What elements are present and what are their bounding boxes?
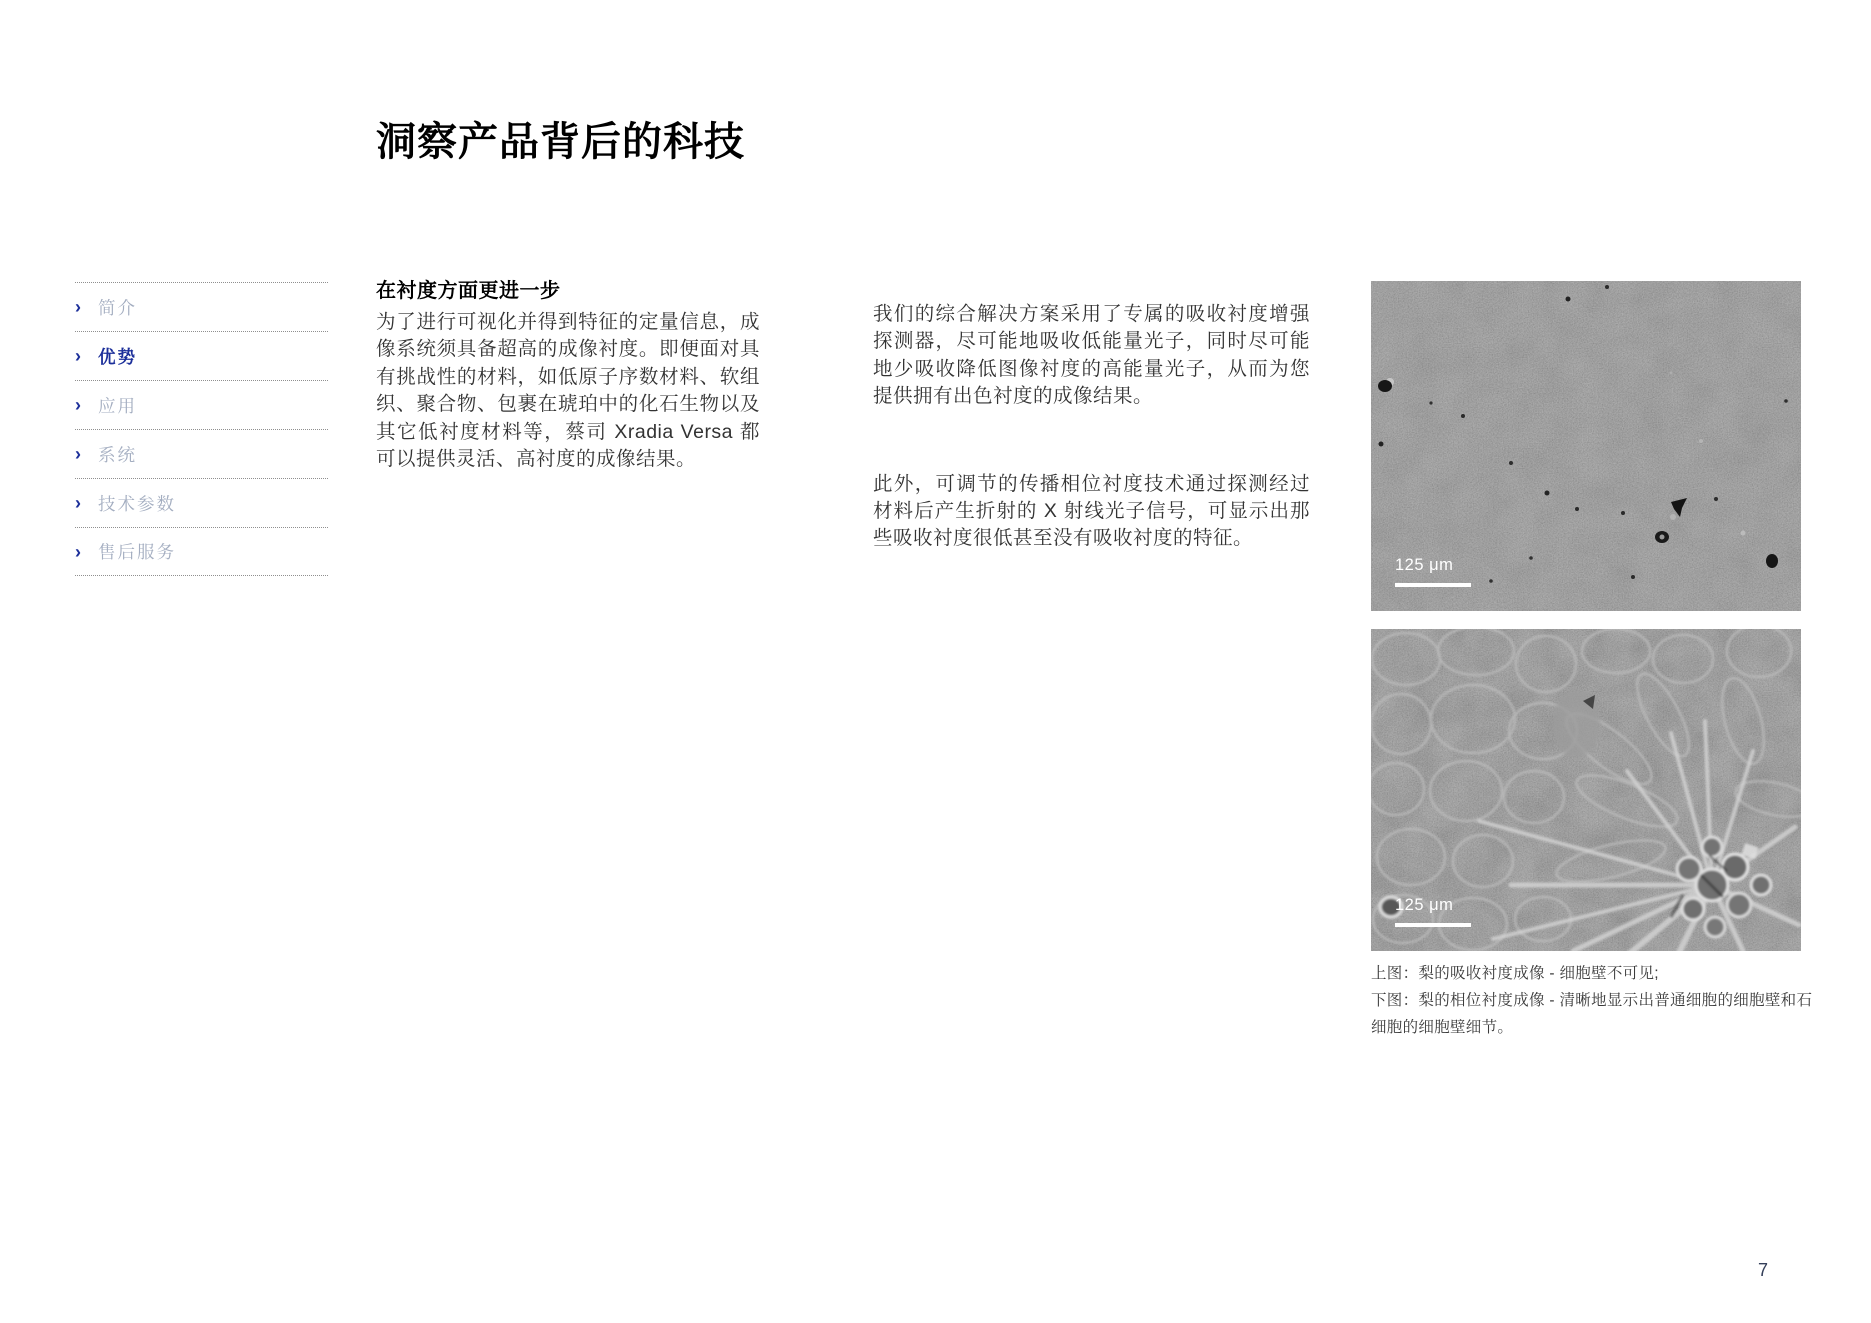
page-number: 7 — [1758, 1260, 1769, 1280]
sidebar-item-advantages[interactable]: › 优势 — [75, 331, 328, 380]
scale-bar-line — [1395, 923, 1471, 927]
scale-bar-line — [1395, 583, 1471, 587]
sidebar-item-applications[interactable]: › 应用 — [75, 380, 328, 429]
chevron-right-icon: › — [75, 541, 81, 562]
text-column-2 — [873, 301, 1310, 553]
caption-line-bottom: 下图：梨的相位衬度成像 - 清晰地显示出普通细胞的细胞壁和石细胞的细胞壁细节。 — [1371, 992, 1813, 1036]
sidebar-item-system[interactable]: › 系统 — [75, 429, 328, 478]
text-column-1 — [376, 276, 760, 473]
sidebar-item-intro[interactable]: › 简介 — [75, 282, 328, 331]
sidebar-nav — [75, 282, 328, 576]
figure-caption — [1371, 960, 1819, 1041]
scale-bar — [1395, 556, 1471, 587]
caption-line-top: 上图：梨的吸收衬度成像 - 细胞壁不可见; — [1371, 965, 1659, 982]
chevron-right-icon: › — [75, 297, 81, 317]
sidebar-item-service[interactable]: › 售后服务 — [75, 527, 328, 576]
paragraph-phase-contrast: 此外，可调节的传播相位衬度技术通过探测经过材料后产生折射的 X 射线光子信号，可显示出那些吸收衬度很低甚至没有吸收衬度的特征。 — [873, 472, 1310, 550]
chevron-right-icon: › — [75, 346, 81, 366]
chevron-right-icon: › — [75, 395, 81, 415]
paragraph-absorption-detector: 我们的综合解决方案采用了专属的吸收衬度增强探测器，尽可能地吸收低能量光子，同时尽可能地少吸收降低图像衬度的高能量光子，从而为您提供拥有出色衬度的成像结果。 — [873, 303, 1310, 408]
page-title: 洞察产品背后的科技 — [376, 120, 745, 164]
scale-bar — [1395, 896, 1471, 927]
section-heading: 在衬度方面更进一步 — [376, 280, 561, 302]
figure-absorption-contrast — [1371, 281, 1801, 611]
chevron-right-icon: › — [75, 444, 81, 464]
scale-label: 125 μm — [1395, 896, 1454, 914]
sidebar-item-specifications[interactable]: › 技术参数 — [75, 478, 328, 527]
chevron-right-icon: › — [75, 493, 81, 513]
paragraph-contrast-intro: 为了进行可视化并得到特征的定量信息，成像系统须具备超高的成像衬度。即便面对具有挑战性的材料，如低原子序数材料、软组织、聚合物、包裹在琥珀中的化石生物以及其它低衬度材料等，蔡司 Xradia Versa 都可以提供灵活、高衬度的成像结果。 — [376, 311, 760, 471]
scale-label: 125 μm — [1395, 556, 1454, 574]
figure-phase-contrast — [1371, 629, 1801, 951]
